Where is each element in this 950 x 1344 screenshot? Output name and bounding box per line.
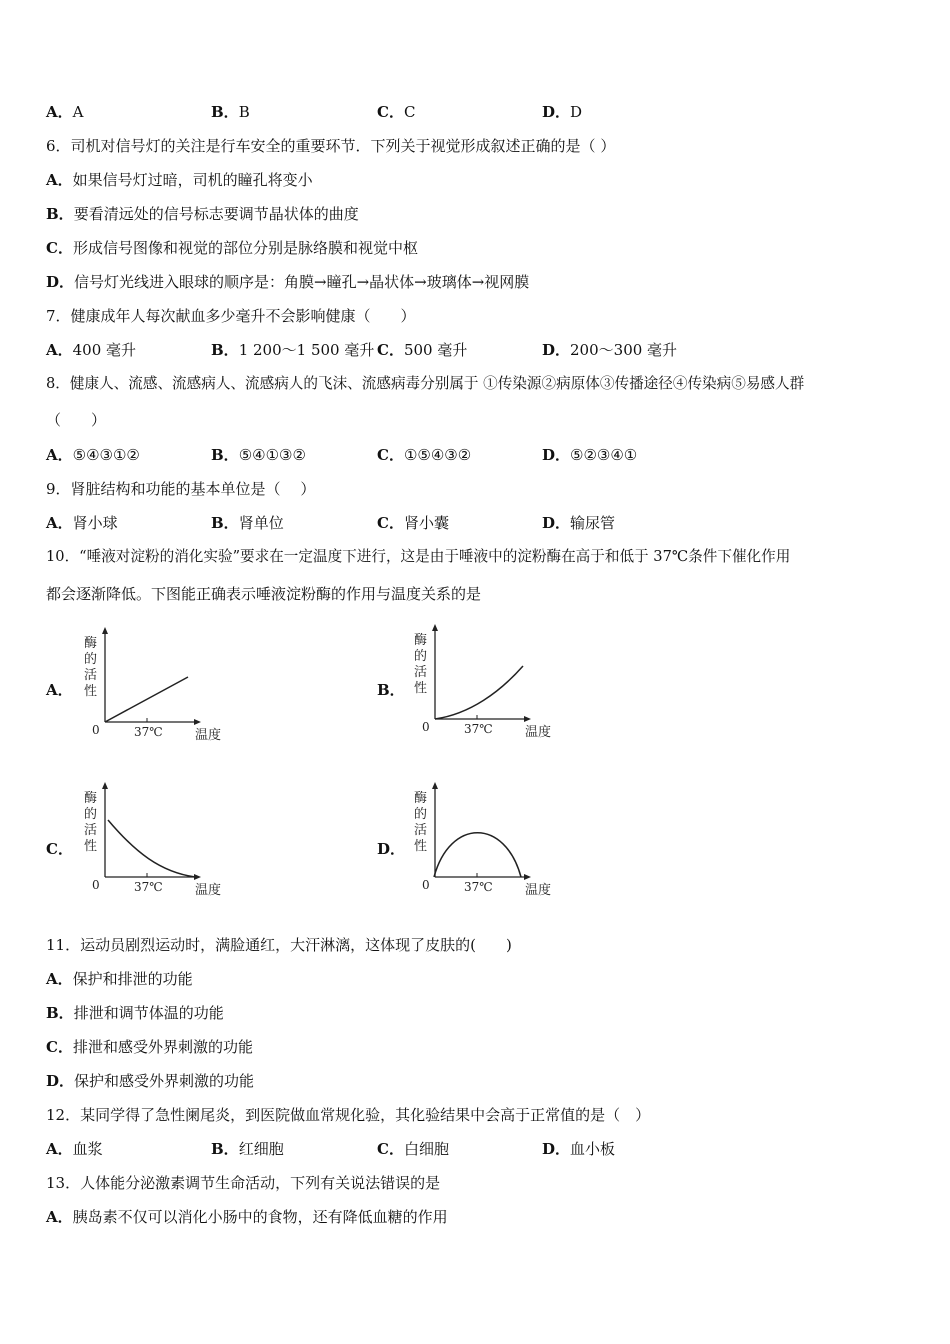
option-text: 肾小球 (72, 514, 118, 532)
option[interactable] (46, 969, 920, 989)
option-text: 血浆 (72, 1140, 103, 1158)
option[interactable] (46, 1139, 103, 1159)
option-label: B． (211, 1140, 239, 1158)
option-label: B． (46, 1004, 74, 1022)
graph-option-label-a[interactable]: A． (46, 681, 73, 699)
option-label: C． (46, 1038, 73, 1056)
option-label: C． (377, 103, 404, 121)
option[interactable] (46, 1037, 920, 1057)
option-label: B． (211, 341, 239, 359)
y-axis-arrow (432, 624, 438, 631)
option-label: A． (46, 1140, 73, 1158)
activity-curve (435, 666, 523, 719)
option-text: 形成信号图像和视觉的部位分别是脉络膜和视觉中枢 (72, 239, 418, 257)
option[interactable] (46, 272, 920, 292)
option[interactable] (46, 445, 140, 465)
option-label: A． (46, 341, 73, 359)
x-axis-arrow (194, 719, 201, 725)
origin-label: 0 (422, 720, 430, 734)
option-label: B． (211, 446, 239, 464)
y-axis-label-char: 的 (84, 652, 98, 667)
question-stem: 8．健康人、流感、流感病人、流感病人的飞沫、流感病毒分别属于 ①传染源②病原体③传播途径④传染病⑤易感人群 (46, 375, 805, 392)
option[interactable] (211, 445, 306, 465)
x-tick-label: 37℃ (464, 880, 493, 894)
option-text: ⑤④③①② (72, 446, 140, 464)
activity-curve (105, 677, 188, 722)
option-text: ①⑤④③② (403, 446, 472, 464)
question-stem: 9．肾脏结构和功能的基本单位是（ ） (46, 480, 316, 498)
option[interactable] (46, 170, 920, 190)
option-label: A． (46, 103, 73, 121)
option-label: D． (542, 446, 571, 464)
option-text: 500 毫升 (403, 341, 468, 359)
option-text: 白细胞 (403, 1140, 449, 1158)
graph-d[interactable] (410, 780, 560, 900)
option-text: C (403, 103, 416, 121)
option[interactable] (46, 238, 920, 258)
x-axis-label: 温度 (525, 883, 552, 898)
option-text: A (72, 103, 84, 121)
question-stem: 10．“唾液对淀粉的消化实验”要求在一定温度下进行，这是由于唾液中的淀粉酶在高于和低于 37℃条件下催化作用 (46, 548, 791, 565)
option-text: 信号灯光线进入眼球的顺序是：角膜→瞳孔→晶状体→玻璃体→视网膜 (74, 273, 530, 291)
option-text: 排泄和调节体温的功能 (73, 1004, 224, 1022)
graph-option-label-b[interactable]: B． (377, 681, 405, 699)
option[interactable] (211, 102, 250, 122)
option[interactable] (211, 513, 284, 533)
graph-option-label-c[interactable]: C． (46, 840, 73, 858)
origin-label: 0 (422, 878, 430, 892)
option-text: 400 毫升 (72, 341, 137, 359)
option-label: D． (542, 103, 571, 121)
option-text: 要看清远处的信号标志要调节晶状体的曲度 (73, 205, 359, 223)
x-tick-label: 37℃ (134, 725, 163, 739)
option[interactable] (377, 102, 415, 122)
activity-curve (108, 820, 195, 877)
option[interactable] (377, 513, 449, 533)
option-text: 保护和感受外界刺激的功能 (74, 1072, 255, 1090)
y-axis-label-char: 性 (84, 839, 98, 854)
option[interactable] (542, 445, 637, 465)
option-text: 胰岛素不仅可以消化小肠中的食物，还有降低血糖的作用 (72, 1208, 448, 1226)
origin-label: 0 (92, 878, 100, 892)
y-axis-label-char: 的 (84, 807, 98, 822)
option-label: A． (46, 514, 73, 532)
option-label: C． (377, 1140, 404, 1158)
option-text: 输尿管 (570, 514, 616, 532)
option-label: A． (46, 446, 73, 464)
option[interactable] (542, 1139, 615, 1159)
origin-label: 0 (92, 723, 100, 737)
option[interactable] (46, 340, 136, 360)
activity-curve (434, 833, 521, 877)
option-label: C． (377, 446, 404, 464)
option[interactable] (46, 1003, 920, 1023)
x-axis-label: 温度 (525, 725, 552, 740)
option-text: 保护和排泄的功能 (72, 970, 193, 988)
x-tick-label: 37℃ (464, 722, 493, 736)
option-label: D． (46, 1072, 75, 1090)
x-axis-label: 温度 (195, 728, 222, 743)
y-axis-label-char: 酶 (414, 791, 428, 806)
y-axis-label-char: 酶 (414, 633, 428, 648)
option-label: D． (46, 273, 75, 291)
option[interactable] (377, 1139, 449, 1159)
y-axis-label-char: 活 (414, 823, 428, 838)
option[interactable] (377, 340, 467, 360)
option[interactable] (46, 102, 83, 122)
graph-option-label-d[interactable]: D． (377, 840, 406, 858)
option-text: 1 200～1 500 毫升 (238, 341, 375, 359)
y-axis-label-char: 活 (414, 665, 428, 680)
question-stem-continued: 都会逐渐降低。下图能正确表示唾液淀粉酶的作用与温度关系的是 (46, 585, 482, 603)
option[interactable] (542, 340, 677, 360)
option-text: 200～300 毫升 (570, 341, 678, 359)
option-label: A． (46, 171, 73, 189)
y-axis-label-char: 酶 (84, 636, 98, 651)
question-stem: 7．健康成年人每次献血多少毫升不会影响健康（ ） (46, 307, 416, 325)
option[interactable] (46, 1071, 920, 1091)
y-axis-label-char: 活 (84, 668, 98, 683)
option-text: ⑤④①③② (238, 446, 306, 464)
graph-b[interactable] (410, 622, 560, 742)
option-text: 肾单位 (238, 514, 284, 532)
option-label: C． (46, 239, 73, 257)
graph-a[interactable] (80, 625, 230, 745)
y-axis-label-char: 性 (414, 681, 428, 696)
option[interactable] (46, 204, 920, 224)
option-label: D． (542, 1140, 571, 1158)
x-axis-arrow (194, 874, 201, 880)
question-stem: 13．人体能分泌激素调节生命活动，下列有关说法错误的是 (46, 1174, 441, 1192)
y-axis-label-char: 酶 (84, 791, 98, 806)
option-label: B． (46, 205, 74, 223)
x-axis-label: 温度 (195, 883, 222, 898)
option-label: A． (46, 1208, 73, 1226)
option-text: 血小板 (570, 1140, 616, 1158)
graph-c[interactable] (80, 780, 230, 900)
option-label: B． (211, 103, 239, 121)
option-label: A． (46, 970, 73, 988)
option-text: 排泄和感受外界刺激的功能 (72, 1038, 253, 1056)
x-tick-label: 37℃ (134, 880, 163, 894)
option-label: B． (211, 514, 239, 532)
question-stem: 12．某同学得了急性阑尾炎，到医院做血常规化验，其化验结果中会高于正常值的是（ ） (46, 1106, 651, 1124)
y-axis-label-char: 的 (414, 649, 428, 664)
option-label: D． (542, 341, 571, 359)
y-axis-arrow (102, 627, 108, 634)
y-axis-arrow (432, 782, 438, 789)
option-label: D． (542, 514, 571, 532)
y-axis-arrow (102, 782, 108, 789)
option-text: D (570, 103, 583, 121)
x-axis-arrow (524, 716, 531, 722)
option-label: C． (377, 341, 404, 359)
option-text: ⑤②③④① (570, 446, 638, 464)
y-axis-label-char: 活 (84, 823, 98, 838)
y-axis-label-char: 性 (84, 684, 98, 699)
option[interactable] (542, 102, 582, 122)
option-text: B (238, 103, 250, 121)
option[interactable] (211, 1139, 284, 1159)
question-stem: 6．司机对信号灯的关注是行车安全的重要环节．下列关于视觉形成叙述正确的是（ ） (46, 137, 616, 155)
question-stem-continued: （ ） (46, 411, 107, 429)
option-text: 肾小囊 (403, 514, 449, 532)
option-label: C． (377, 514, 404, 532)
y-axis-label-char: 性 (414, 839, 428, 854)
question-stem: 11．运动员剧烈运动时，满脸通红，大汗淋漓，这体现了皮肤的( ) (46, 936, 512, 954)
option[interactable] (46, 1207, 920, 1227)
option[interactable] (211, 340, 374, 360)
y-axis-label-char: 的 (414, 807, 428, 822)
option[interactable] (46, 513, 118, 533)
option[interactable] (377, 445, 471, 465)
option-text: 如果信号灯过暗，司机的瞳孔将变小 (72, 171, 313, 189)
option-text: 红细胞 (238, 1140, 284, 1158)
x-axis-arrow (524, 874, 531, 880)
option[interactable] (542, 513, 615, 533)
